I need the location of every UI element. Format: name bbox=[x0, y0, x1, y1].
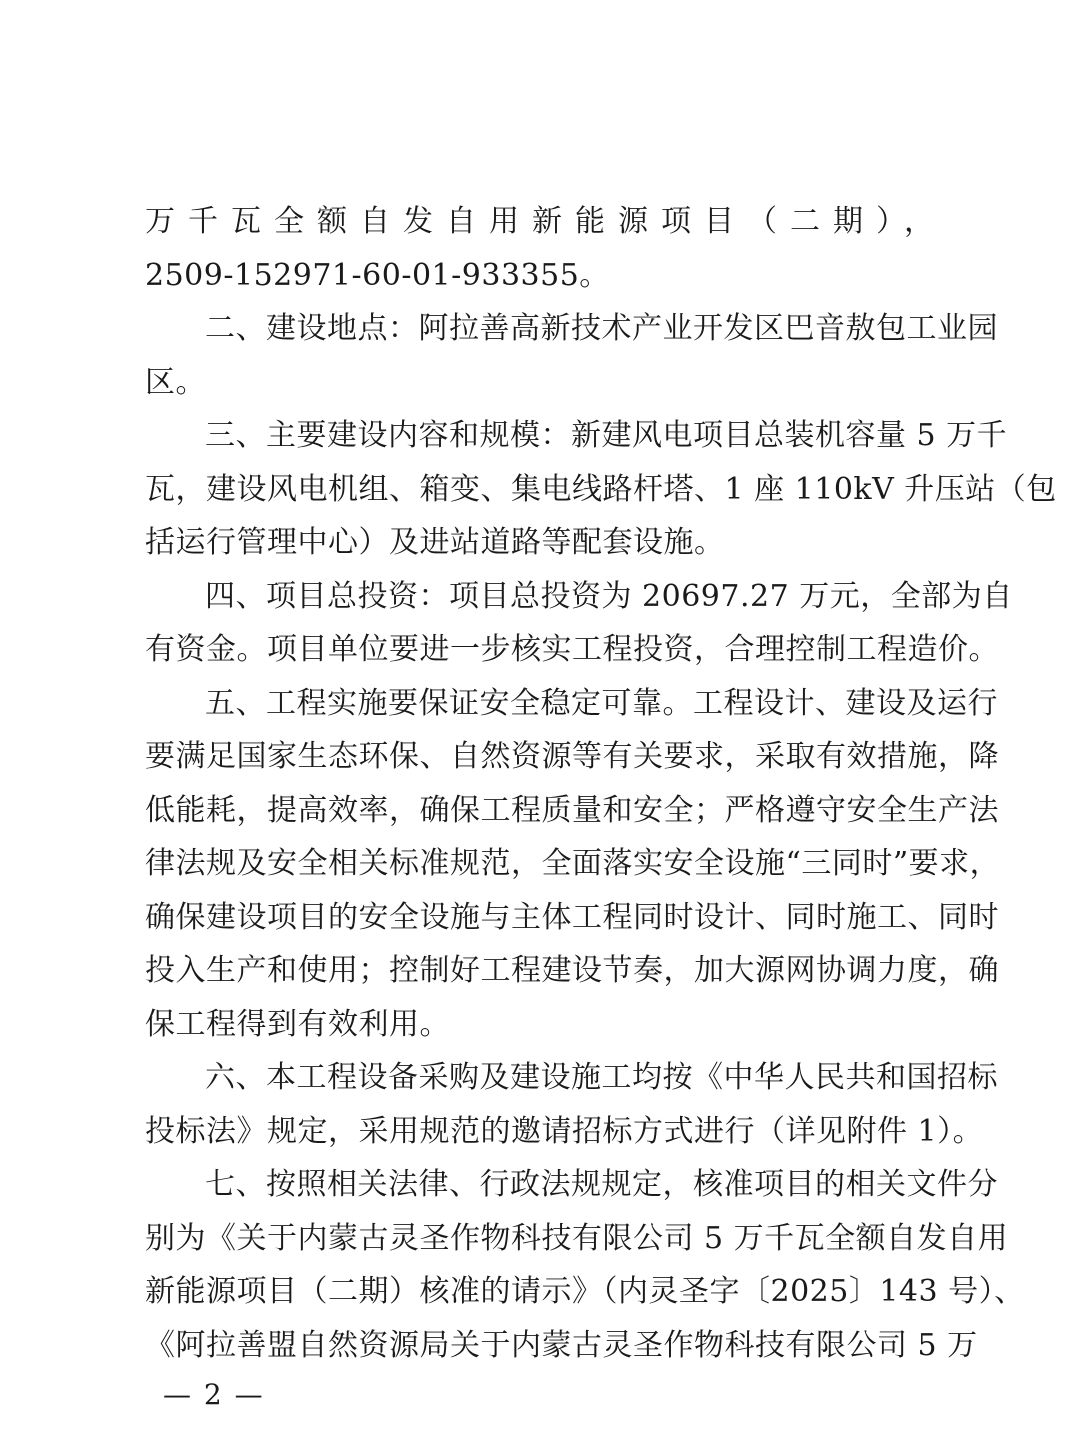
paragraph-line: 七、按照相关法律、行政法规规定，核准项目的相关文件分 bbox=[205, 1167, 998, 1202]
document-body bbox=[145, 195, 1057, 1372]
paragraph-line: 投入生产和使用；控制好工程建设节奏，加大源网协调力度，确 bbox=[145, 953, 999, 988]
paragraph-line: 四、项目总投资：项目总投资为 20697.27 万元，全部为自 bbox=[205, 578, 1013, 614]
paragraph-line: 三、主要建设内容和规模：新建风电项目总装机容量 5 万千 bbox=[205, 418, 1008, 453]
paragraph-procurement bbox=[145, 1051, 998, 1158]
paragraph-safety-requirements bbox=[145, 677, 1001, 1052]
paragraph-line: 区。 bbox=[145, 364, 206, 400]
paragraph-line: 新能源项目（二期）核准的请示》（内灵圣字〔2025〕143 号）、 bbox=[145, 1274, 1025, 1309]
paragraph-related-documents bbox=[145, 1158, 1025, 1372]
paragraph-construction-content bbox=[145, 409, 1057, 570]
paragraph-total-investment bbox=[145, 570, 1013, 677]
paragraph-line: 投标法》规定，采用规范的邀请招标方式进行（详见附件 1）。 bbox=[145, 1113, 984, 1149]
paragraph-line: 低能耗，提高效率，确保工程质量和安全；严格遵守安全生产法 bbox=[145, 792, 999, 828]
paragraph-line: 律法规及安全相关标准规范，全面落实安全设施“三同时”要求， bbox=[145, 846, 1001, 881]
paragraph-line: 五、工程实施要保证安全稳定可靠。工程设计、建设及运行 bbox=[205, 685, 998, 721]
paragraph-line: 确保建设项目的安全设施与主体工程同时设计、同时施工、同时 bbox=[145, 899, 999, 935]
paragraph-line: 瓦，建设风电机组、箱变、集电线路杆塔、1 座 110kV 升压站（包 bbox=[145, 471, 1057, 507]
page-number: — 2 — bbox=[163, 1378, 265, 1411]
paragraph-line: 要满足国家生态环保、自然资源等有关要求，采取有效措施，降 bbox=[145, 739, 999, 774]
paragraph-line: 二、建设地点：阿拉善高新技术产业开发区巴音敖包工业园 bbox=[205, 311, 998, 346]
paragraph-line: 有资金。项目单位要进一步核实工程投资，合理控制工程造价。 bbox=[145, 632, 999, 667]
paragraph-line: 《阿拉善盟自然资源局关于内蒙古灵圣作物科技有限公司 5 万 bbox=[145, 1327, 978, 1363]
paragraph-line: 万千瓦全额自发自用新能源项目（二期）， bbox=[145, 204, 947, 239]
paragraph-line: 保工程得到有效利用。 bbox=[145, 1006, 450, 1042]
paragraph-line: 别为《关于内蒙古灵圣作物科技有限公司 5 万千瓦全额自发自用 bbox=[145, 1220, 1009, 1256]
paragraph-line: 括运行管理中心）及进站道路等配套设施。 bbox=[145, 525, 725, 560]
paragraph-construction-site bbox=[145, 302, 998, 409]
paragraph-project-code bbox=[145, 195, 945, 302]
paragraph-line: 六、本工程设备采购及建设施工均按《中华人民共和国招标 bbox=[205, 1060, 998, 1095]
paragraph-line: 2509-152971-60-01-933355。 bbox=[145, 257, 610, 293]
